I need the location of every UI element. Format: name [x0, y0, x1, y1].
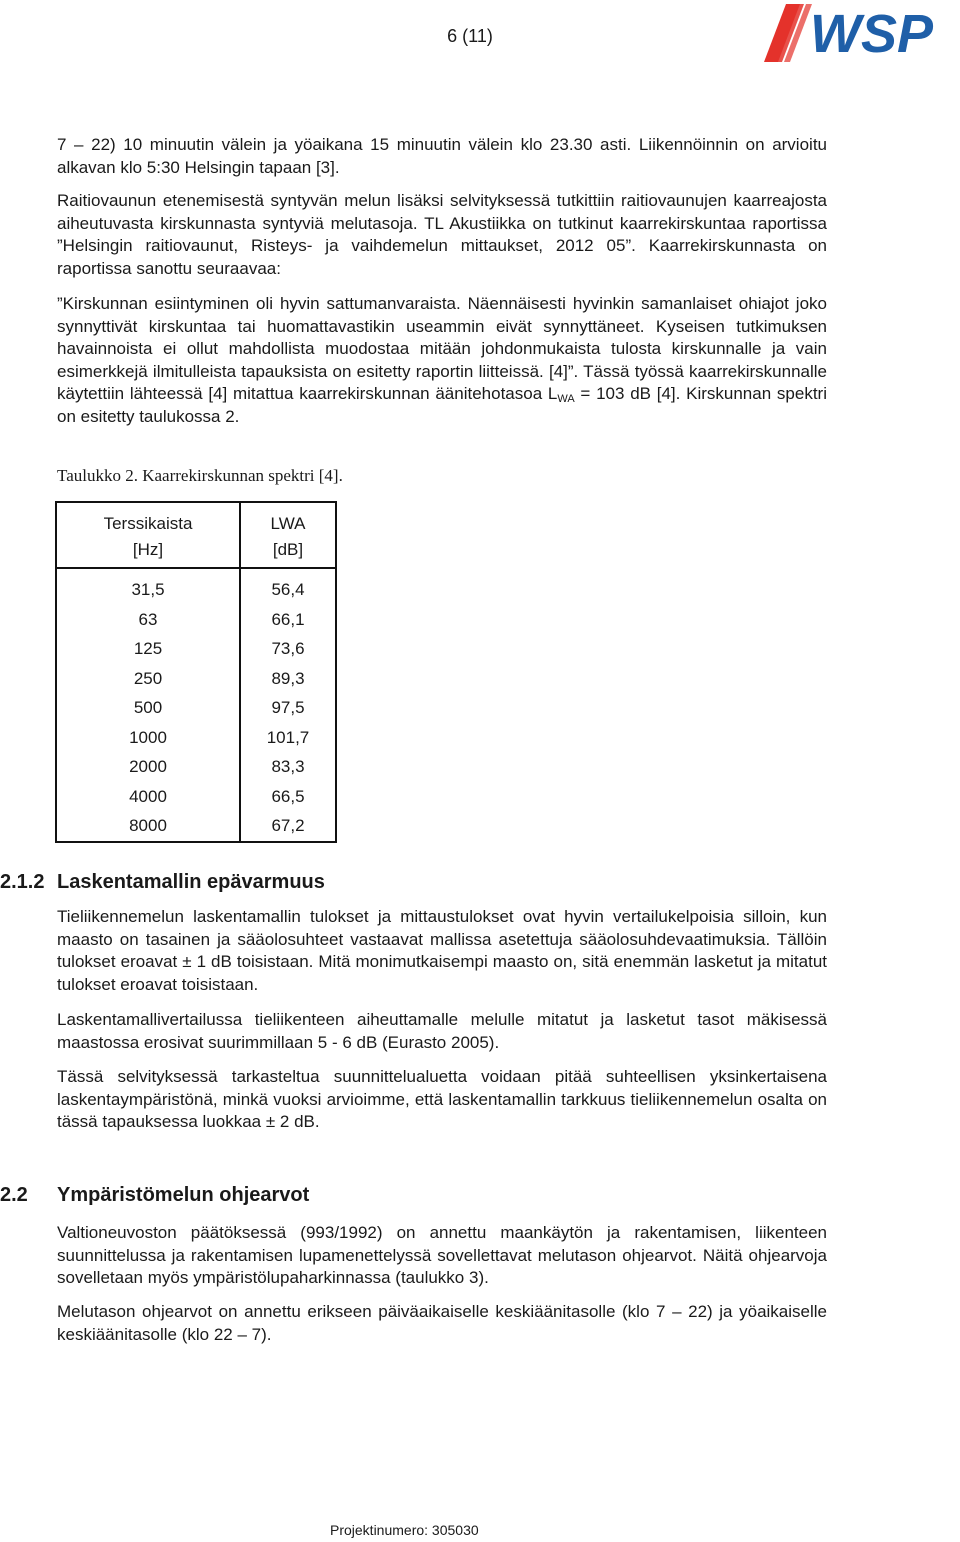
table-row	[56, 752, 336, 782]
cell-frequency: 31,5	[56, 568, 240, 605]
section-2-1-2-paragraph-2	[57, 1009, 827, 1054]
section-number: 2.1.2	[0, 871, 45, 893]
header-lwa	[240, 502, 336, 568]
paragraph: Melutason ohjearvot on annettu erikseen päiväaikaiselle keskiäänitasolle (klo 7 – 22) ja yöaikaiselle keskiäänitasolle (klo 22 – 7).	[57, 1302, 827, 1344]
header-lwa-label: LWA	[270, 514, 306, 533]
paragraph-3	[57, 293, 827, 428]
logo-stripes	[764, 4, 812, 62]
table-row	[56, 811, 336, 842]
project-number: Projektinumero: 305030	[330, 1522, 479, 1538]
cell-frequency: 500	[56, 693, 240, 723]
paragraph: Valtioneuvoston päätöksessä (993/1992) on annettu maankäytön ja rakentamisen, liikenteen suunnittelussa ja rakentamisen lupamenettelyssä sovellettavat melutason ohjearvot. Näitä ohjearvoja sovelletaan myös ympäristölupaharkinnassa (taulukko 3).	[57, 1223, 827, 1287]
lwa-subscript: WA	[557, 393, 575, 405]
cell-lwa: 83,3	[240, 752, 336, 782]
table-row	[56, 782, 336, 812]
paragraph: Tässä selvityksessä tarkasteltua suunnittelualuetta voidaan pitää suhteellisen yksinkertaisena laskentaympäristönä, minkä vuoksi arvioimme, että laskentamallin tarkkuus tieliikennemelun osalta on tässä tapauksessa luokkaa ± 2 dB.	[57, 1067, 827, 1131]
header-frequency	[56, 502, 240, 568]
logo-text: WSP	[810, 4, 934, 64]
section-heading-2-2	[0, 1184, 309, 1207]
header-frequency-unit: [Hz]	[132, 540, 164, 559]
cell-lwa: 66,5	[240, 782, 336, 812]
cell-frequency: 4000	[56, 782, 240, 812]
paragraph-3-part-b: = 103 dB [4]. Kirskunnan spektri on esitetty taulukossa 2.	[57, 384, 827, 426]
paragraph-squeal	[57, 190, 827, 280]
paragraph: Laskentamallivertailussa tieliikenteen aiheuttamalle melulle mitatut ja lasketut tasot mäkisessä maastossa erosivat suurimmillaan 5 - 6 dB (Eurasto 2005).	[57, 1010, 827, 1052]
table-row	[56, 605, 336, 635]
paragraph-3-part-a: ”Kirskunnan esiintyminen oli hyvin sattumanvaraista. Näennäisesti hyvinkin samanlaiset ohiajot joko synnyttivät kirskuntaa tai huomattavastikin useammin eivät synnyttäneet. Kyseisen tutkimuksen havainnoista ei ollut mahdollista muodostaa mitään johdonmukaista tulosta kirskunnalle ja vain esimerkkejä ilmitulleista tapauksista on esitetty raportin liitteissä. [4]”. Tässä työssä kaarrekirskunnalle käytettiin lähteessä [4] mitattua kaarrekirskunnan äänitehotasoa L	[57, 294, 827, 403]
table-row	[56, 693, 336, 723]
cell-lwa: 66,1	[240, 605, 336, 635]
table-row	[56, 723, 336, 753]
paragraph-1: 7 – 22) 10 minuutin välein ja yöaikana 15 minuutin välein klo 23.30 asti. Liikennöinnin on arvioitu alkavan klo 5:30 Helsingin tapaan [3].	[57, 135, 827, 177]
paragraph: Tieliikennemelun laskentamallin tulokset ja mittaustulokset ovat hyvin vertailukelpoisia silloin, kun maasto on tasainen ja sääolosuhteet vastaavat mallissa asetettuja sääolosuhdevaatimuksia. Tällöin tulokset eroavat ± 1 dB toisistaan. Mitä monimutkaisempi maasto on, sitä enemmän lasketut ja mitatut tulokset eroavat toisistaan.	[57, 907, 827, 994]
section-title: Laskentamallin epävarmuus	[57, 871, 325, 893]
header-frequency-label: Terssikaista	[103, 514, 193, 533]
cell-frequency: 125	[56, 634, 240, 664]
table-caption: Taulukko 2. Kaarrekirskunnan spektri [4].	[57, 466, 343, 485]
cell-lwa: 97,5	[240, 693, 336, 723]
table-row	[56, 664, 336, 694]
spectrum-table	[55, 501, 337, 843]
section-number: 2.2	[0, 1184, 28, 1206]
cell-lwa: 101,7	[240, 723, 336, 753]
header-lwa-unit: [dB]	[272, 540, 304, 559]
cell-frequency: 63	[56, 605, 240, 635]
section-2-1-2-paragraph-3	[57, 1066, 827, 1134]
page-number: 6 (11)	[447, 26, 493, 46]
cell-frequency: 2000	[56, 752, 240, 782]
table-header-row	[56, 502, 336, 568]
section-2-2-paragraph-2	[57, 1301, 827, 1346]
paragraph-intro	[57, 134, 827, 179]
cell-frequency: 250	[56, 664, 240, 694]
paragraph-2: Raitiovaunun etenemisestä syntyvän melun lisäksi selvityksessä tutkittiin raitiovaunujen kaarreajosta aiheutuvasta kirskunnasta syntyviä melutasoja. TL Akustiikka on tutkinut kaarrekirskuntaa raportissa ”Helsingin raitiovaunut, Risteys- ja vaihdemelun mittaukset, 2012 05”. Kaarrekirskunnasta on raportissa sanottu seuraavaa:	[57, 191, 827, 278]
section-2-1-2-paragraph-1	[57, 906, 827, 996]
section-heading-2-1-2	[0, 871, 325, 894]
section-2-2-paragraph-1	[57, 1222, 827, 1290]
cell-frequency: 8000	[56, 811, 240, 842]
section-title: Ympäristömelun ohjearvot	[57, 1184, 310, 1206]
paragraph-quote	[57, 293, 827, 428]
cell-lwa: 67,2	[240, 811, 336, 842]
cell-frequency: 1000	[56, 723, 240, 753]
wsp-logo	[760, 0, 960, 64]
table-row	[56, 634, 336, 664]
cell-lwa: 56,4	[240, 568, 336, 605]
cell-lwa: 89,3	[240, 664, 336, 694]
cell-lwa: 73,6	[240, 634, 336, 664]
table-row	[56, 568, 336, 605]
